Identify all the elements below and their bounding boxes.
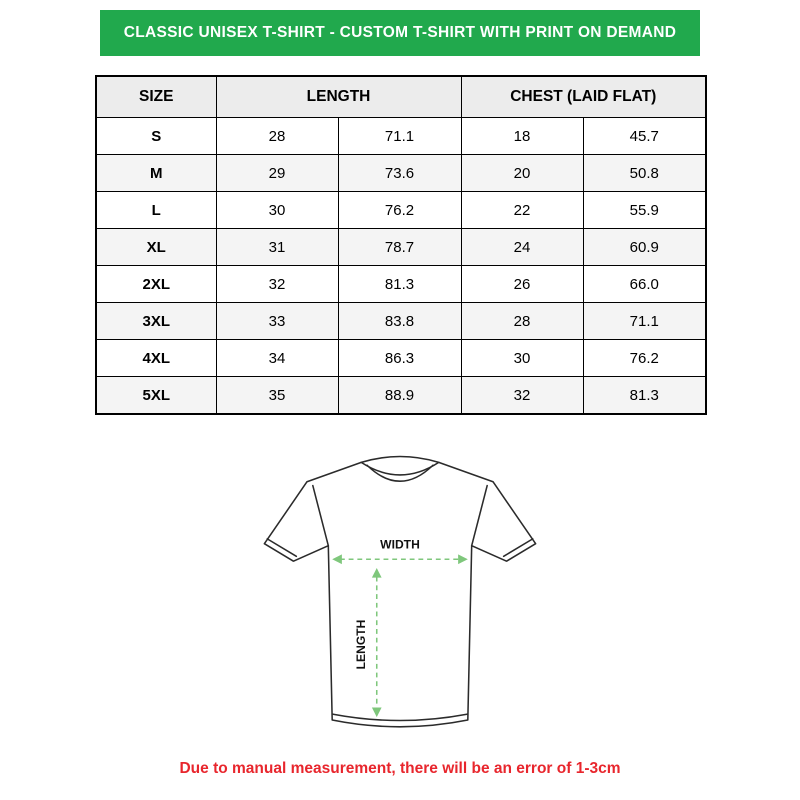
- measurement-diagram: [245, 436, 555, 758]
- header-length: LENGTH: [216, 76, 461, 118]
- length-in-cell: 34: [216, 340, 338, 377]
- chest-in-cell: 18: [461, 118, 583, 155]
- chest-cm-cell: 71.1: [583, 303, 706, 340]
- length-cm-cell: 78.7: [338, 229, 461, 266]
- length-in-cell: 29: [216, 155, 338, 192]
- length-in-cell: 32: [216, 266, 338, 303]
- chest-cm-cell: 55.9: [583, 192, 706, 229]
- length-label: LENGTH: [354, 619, 369, 670]
- table-row: [96, 155, 706, 192]
- length-in-cell: 31: [216, 229, 338, 266]
- length-cm-cell: 73.6: [338, 155, 461, 192]
- tshirt-outline: [264, 457, 535, 727]
- chest-in-cell: 28: [461, 303, 583, 340]
- size-cell: L: [96, 192, 216, 229]
- size-cell: XL: [96, 229, 216, 266]
- chest-cm-cell: 81.3: [583, 377, 706, 415]
- size-cell: 5XL: [96, 377, 216, 415]
- chest-cm-cell: 45.7: [583, 118, 706, 155]
- size-cell: 4XL: [96, 340, 216, 377]
- table-row: [96, 118, 706, 155]
- chest-in-cell: 22: [461, 192, 583, 229]
- length-cm-cell: 86.3: [338, 340, 461, 377]
- length-cm-cell: 83.8: [338, 303, 461, 340]
- chest-in-cell: 24: [461, 229, 583, 266]
- measurement-note: Due to manual measurement, there will be an error of 1-3cm: [179, 760, 621, 777]
- header-size: SIZE: [96, 76, 216, 118]
- length-in-cell: 28: [216, 118, 338, 155]
- title-banner: [100, 10, 700, 56]
- size-table: [95, 75, 707, 415]
- chest-in-cell: 26: [461, 266, 583, 303]
- page-title: CLASSIC UNISEX T-SHIRT - CUSTOM T-SHIRT WITH PRINT ON DEMAND: [123, 24, 677, 41]
- table-row: [96, 377, 706, 415]
- width-label: WIDTH: [380, 537, 420, 552]
- chest-cm-cell: 60.9: [583, 229, 706, 266]
- length-cm-cell: 88.9: [338, 377, 461, 415]
- table-row: [96, 229, 706, 266]
- length-in-cell: 30: [216, 192, 338, 229]
- table-header-row: [96, 76, 706, 118]
- table-row: [96, 303, 706, 340]
- size-cell: 3XL: [96, 303, 216, 340]
- chest-cm-cell: 66.0: [583, 266, 706, 303]
- chest-in-cell: 30: [461, 340, 583, 377]
- size-cell: 2XL: [96, 266, 216, 303]
- tshirt-diagram: [245, 436, 555, 758]
- length-cm-cell: 71.1: [338, 118, 461, 155]
- header-chest: CHEST (LAID FLAT): [461, 76, 706, 118]
- size-cell: S: [96, 118, 216, 155]
- table-row: [96, 266, 706, 303]
- table-row: [96, 192, 706, 229]
- chest-cm-cell: 76.2: [583, 340, 706, 377]
- size-cell: M: [96, 155, 216, 192]
- chest-in-cell: 20: [461, 155, 583, 192]
- table-row: [96, 340, 706, 377]
- length-in-cell: 35: [216, 377, 338, 415]
- length-in-cell: 33: [216, 303, 338, 340]
- length-cm-cell: 81.3: [338, 266, 461, 303]
- chest-in-cell: 32: [461, 377, 583, 415]
- chest-cm-cell: 50.8: [583, 155, 706, 192]
- length-cm-cell: 76.2: [338, 192, 461, 229]
